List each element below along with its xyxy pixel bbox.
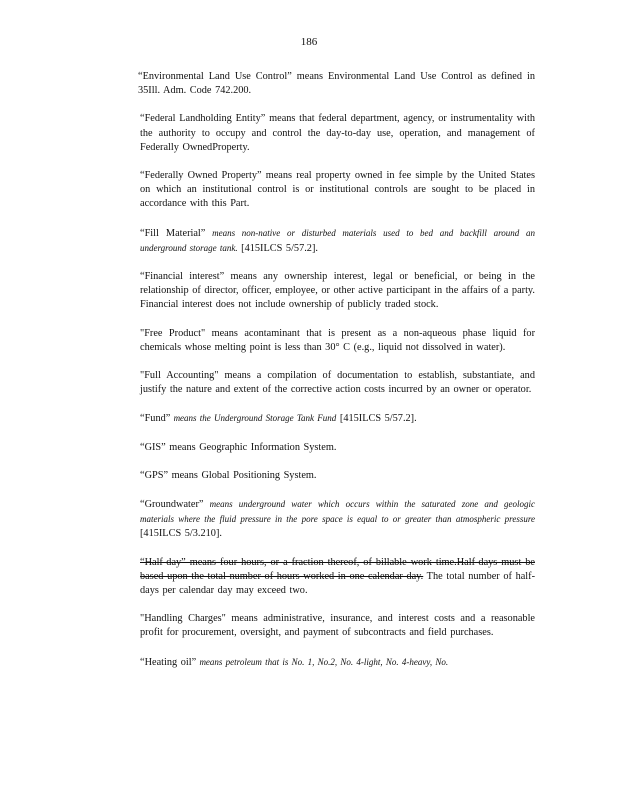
definition-body: means a compilation of documentation to establish, substantiate, and justify the nature and extent of the corrective action costs incurred by an owner or operator. <box>140 370 535 396</box>
definition-financial-interest <box>140 270 535 313</box>
definition-body: means Geographic Information System. <box>165 441 337 453</box>
definition-italic-body: means petroleum that is No. 1, No.2, No. 4-light, No. 4-heavy, No. <box>196 656 449 667</box>
definition-gps <box>140 469 535 483</box>
definition-term: "Handling Charges" <box>140 613 226 625</box>
definition-body: means acontaminant that is present as a non-aqueous phase liquid for chemicals whose melting point is less than 30° C (e.g., liquid not dissolved in water). <box>140 327 535 353</box>
definition-heating-oil <box>140 655 535 670</box>
definitions-list <box>140 70 535 684</box>
definition-italic-body: means non-native or disturbed materials used to bed and backfill around an underground storage tank. <box>140 227 536 253</box>
page-number: 186 <box>300 36 318 48</box>
definition-body: The total number of half-days per calendar day may exceed two. <box>140 570 536 597</box>
definition-body: means real property owned in fee simple by the United States on which an institutional control is or institutional controls are sought to be placed in accordance with this Part. <box>140 170 535 210</box>
definition-handling-charges <box>140 612 535 640</box>
definition-body: means Environmental Land Use Control as defined in 35Ill. Adm. Code 742.200. <box>138 71 535 97</box>
definition-body: means Global Positioning System. <box>168 469 317 481</box>
definition-free-product <box>140 327 535 355</box>
definition-citation: [415ILCS 5/57.2]. <box>336 413 417 425</box>
definition-body: means administrative, insurance, and interest costs and a reasonable profit for procurement, oversight, and payment of subcontracts and field purchases. <box>140 613 535 639</box>
definition-citation: [415ILCS 5/3.210]. <box>140 528 222 540</box>
definition-term: “GIS” <box>140 441 166 453</box>
struck-text: “Half-day” means four hours, or a fraction thereof, of billable work time.Half-days must be based upon the total number of hours worked in one calendar day. <box>140 556 535 582</box>
definition-federal-landholding-entity <box>140 112 535 155</box>
definition-term: “Heating oil” <box>140 656 197 668</box>
definition-citation: [415ILCS 5/57.2]. <box>237 242 318 254</box>
definition-term: “Financial interest” <box>140 271 225 283</box>
definition-body: means that federal department, agency, or instrumentality with the authority to occupy and control the day-to-day use, operation, and management of Federally OwnedProperty. <box>140 113 535 153</box>
definition-term: “Environmental Land Use Control” <box>138 71 292 82</box>
definition-term: “Fund” <box>140 413 171 425</box>
definition-body: means any ownership interest, legal or beneficial, or being in the relationship of director, officer, employee, or other active participant in the affairs of a party. Financial interest does not include ownership of publicly traded stock. <box>140 271 535 311</box>
definition-italic-body: means the Underground Storage Tank Fund <box>170 413 337 424</box>
definition-groundwater <box>140 497 535 542</box>
definition-gis <box>140 441 535 455</box>
definition-fund <box>140 411 535 426</box>
definition-fill-material <box>140 226 535 256</box>
definition-term: "Full Accounting" <box>140 370 219 382</box>
definition-italic-body: means underground water which occurs within the saturated zone and geologic materials where the fluid pressure in the pore space is equal to or greater than atmospheric pressure <box>140 499 535 525</box>
definition-full-accounting <box>140 369 535 397</box>
definition-half-day <box>140 556 535 599</box>
definition-term: “GPS” <box>140 469 169 481</box>
definition-term: “Fill Material” <box>140 227 206 239</box>
definition-term: “Groundwater” <box>140 499 204 511</box>
definition-term: “Federal Landholding Entity” <box>140 113 266 125</box>
definition-term: “Federally Owned Property” <box>140 170 262 182</box>
definition-federally-owned-property <box>140 169 535 212</box>
definition-environmental-land-use-control <box>138 70 535 98</box>
definition-term: "Free Product" <box>140 327 206 339</box>
